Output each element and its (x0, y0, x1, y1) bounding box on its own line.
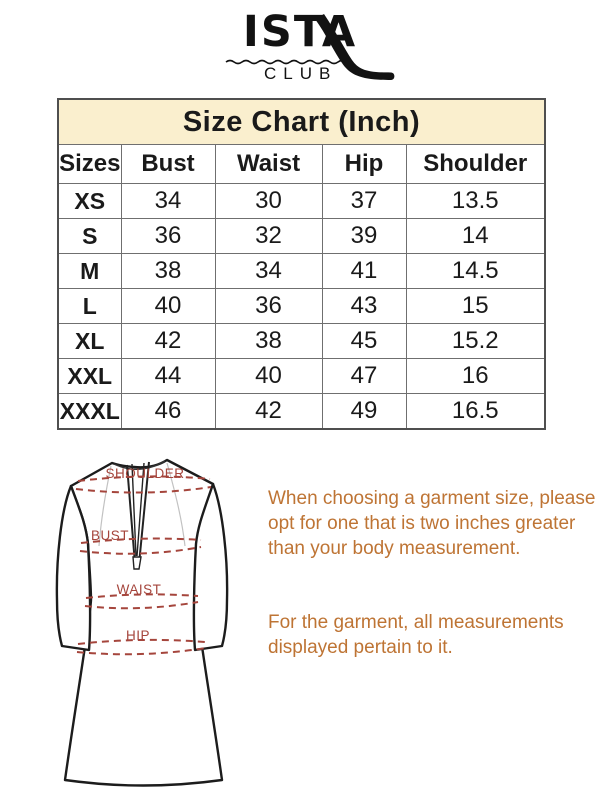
note-measurements (268, 610, 564, 660)
hip-value: 41 (322, 254, 406, 289)
hip-label: HIP (125, 628, 151, 643)
size-chart-table (57, 98, 546, 430)
waist-value: 36 (215, 289, 322, 324)
size-label: XS (58, 184, 121, 219)
hip-value: 45 (322, 324, 406, 359)
hip-value: 43 (322, 289, 406, 324)
note-line: opt for one that is two inches greater (268, 513, 576, 534)
size-label: XXXL (58, 394, 121, 430)
table-row (58, 289, 545, 324)
brand-subtitle: CLUB (264, 64, 338, 83)
waist-value: 30 (215, 184, 322, 219)
note-line: displayed pertain to it. (268, 637, 453, 658)
table-row (58, 254, 545, 289)
shoulder-value: 15.2 (406, 324, 545, 359)
note-line: For the garment, all measurements (268, 612, 564, 633)
shoulder-value: 15 (406, 289, 545, 324)
table-row (58, 184, 545, 219)
garment-diagram (48, 450, 260, 802)
shoulder-value: 14.5 (406, 254, 545, 289)
brand-name: ISTA (242, 7, 358, 57)
column-header-sizes: Sizes (58, 145, 121, 184)
bust-value: 34 (121, 184, 215, 219)
table-row (58, 394, 545, 430)
shoulder-label: SHOULDER (105, 466, 185, 481)
waist-value: 42 (215, 394, 322, 430)
column-header-bust: Bust (121, 145, 215, 184)
table-header-row (58, 145, 545, 184)
hip-value: 39 (322, 219, 406, 254)
note-line: When choosing a garment size, please (268, 488, 596, 509)
table-row (58, 359, 545, 394)
table-title-row (58, 99, 545, 145)
bust-value: 40 (121, 289, 215, 324)
bust-label: BUST (90, 528, 130, 543)
column-header-hip: Hip (322, 145, 406, 184)
hip-value: 37 (322, 184, 406, 219)
size-label: XXL (58, 359, 121, 394)
bust-value: 46 (121, 394, 215, 430)
table-row (58, 219, 545, 254)
shoulder-value: 13.5 (406, 184, 545, 219)
shoulder-value: 16.5 (406, 394, 545, 430)
waist-label: WAIST (116, 582, 162, 597)
waist-value: 38 (215, 324, 322, 359)
placket-bottom (133, 557, 141, 569)
hip-value: 49 (322, 394, 406, 430)
bust-value: 38 (121, 254, 215, 289)
size-label: M (58, 254, 121, 289)
table-title: Size Chart (Inch) (58, 99, 545, 145)
table-row (58, 324, 545, 359)
size-chart-table-container (57, 98, 546, 430)
brand-logo (180, 0, 420, 94)
note-line: than your body measurement. (268, 538, 521, 559)
size-label: L (58, 289, 121, 324)
bust-value: 36 (121, 219, 215, 254)
bust-value: 44 (121, 359, 215, 394)
note-garment-size (268, 486, 595, 561)
bust-value: 42 (121, 324, 215, 359)
size-label: XL (58, 324, 121, 359)
hip-value: 47 (322, 359, 406, 394)
size-label: S (58, 219, 121, 254)
column-header-shoulder: Shoulder (406, 145, 545, 184)
shoulder-value: 16 (406, 359, 545, 394)
shoulder-value: 14 (406, 219, 545, 254)
waist-value: 32 (215, 219, 322, 254)
column-header-waist: Waist (215, 145, 322, 184)
waist-value: 34 (215, 254, 322, 289)
waist-value: 40 (215, 359, 322, 394)
